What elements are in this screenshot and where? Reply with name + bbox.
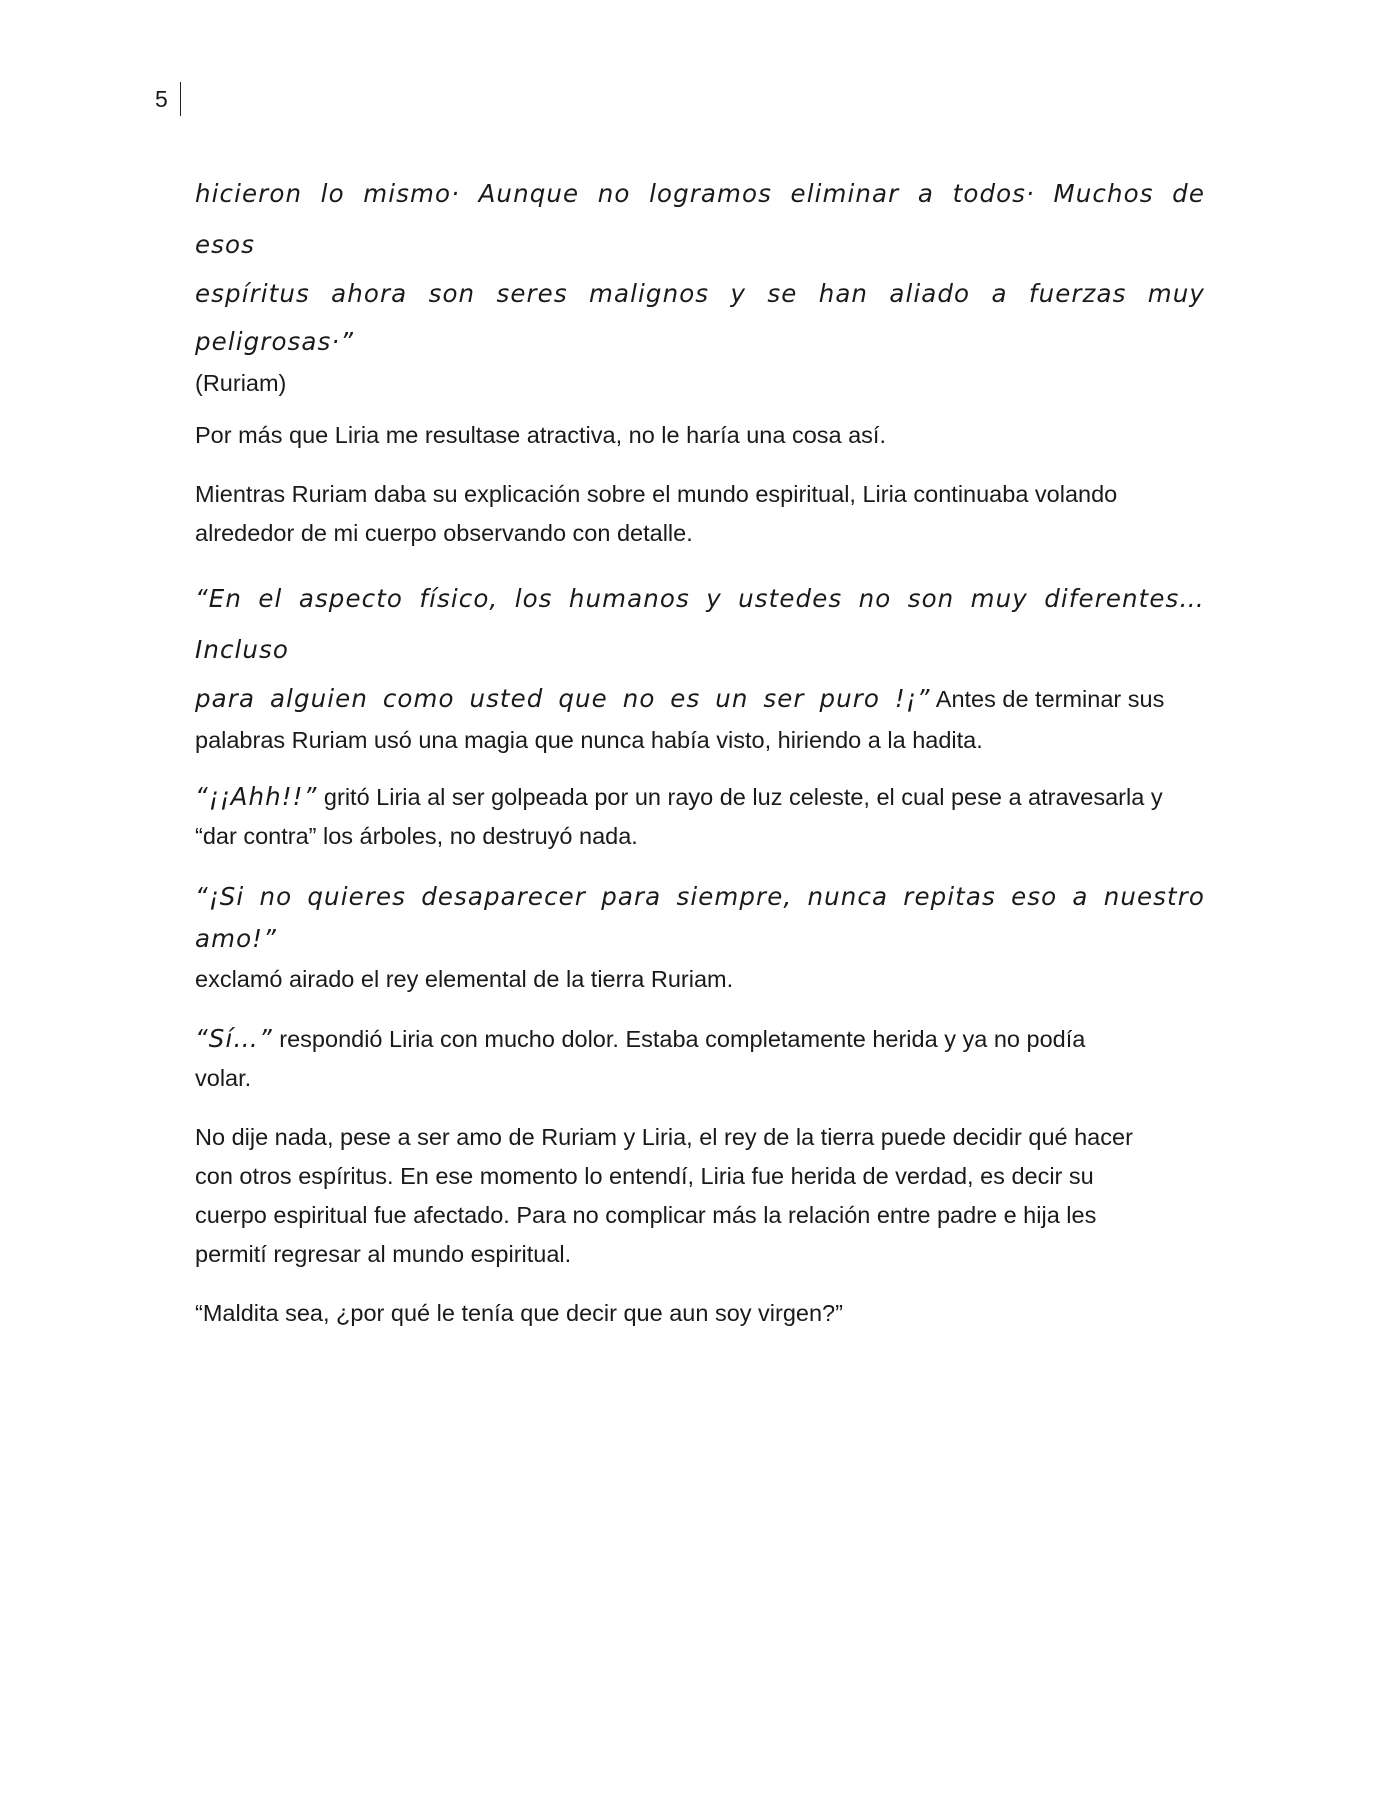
paragraph-ruriam-warning [195, 876, 1205, 999]
dialogue-line: hicieron lo mismo· Aunque no logramos eliminar a todos· Muchos de esos [195, 179, 1205, 259]
paragraph-liria-reply [195, 1019, 1205, 1098]
paragraph-liria-scream [195, 777, 1205, 856]
text-line: alrededor de mi cuerpo observando con detalle. [195, 520, 693, 546]
mixed-line [195, 675, 1205, 723]
document-body [195, 168, 1205, 1333]
speaker-tag: (Ruriam) [195, 370, 287, 396]
text-line: No dije nada, pese a ser amo de Ruriam y Liria, el rey de la tierra puede decidir qué hacer [195, 1124, 1133, 1150]
dialogue-fragment: “Sí…” [195, 1024, 273, 1053]
page-number: 5 [155, 82, 181, 116]
text-line: Mientras Ruriam daba su explicación sobre el mundo espiritual, Liria continuaba volando [195, 481, 1118, 507]
paragraph-narration: Por más que Liria me resultase atractiva, no le haría una cosa así. [195, 422, 886, 448]
text-line: volar. [195, 1065, 252, 1091]
dialogue-line: “¡Si no quieres desaparecer para siempre, nunca repitas eso a nuestro amo!” [195, 882, 1205, 953]
text-line: palabras Ruriam usó una magia que nunca había visto, hiriendo a la hadita. [195, 727, 983, 753]
mixed-line [195, 777, 1205, 817]
paragraph-narration [195, 475, 1205, 553]
paragraph-narration [195, 1118, 1205, 1274]
dialogue-fragment: “¡¡Ahh!!” [195, 782, 318, 811]
paragraph-ruriam-dialogue-end [195, 168, 1205, 400]
narration-fragment: gritó Liria al ser golpeada por un rayo de luz celeste, el cual pese a atravesarla y [317, 784, 1163, 810]
dialogue-line: espíritus ahora son seres malignos y se han aliado a fuerzas muy peligrosas·” [195, 279, 1205, 356]
narration-fragment: Antes de terminar sus [930, 686, 1165, 712]
text-line: cuerpo espiritual fue afectado. Para no complicar más la relación entre padre e hija les [195, 1202, 1097, 1228]
text-line: permití regresar al mundo espiritual. [195, 1241, 572, 1267]
narration-fragment: respondió Liria con mucho dolor. Estaba completamente herida y ya no podía [272, 1026, 1086, 1052]
text-line: con otros espíritus. En ese momento lo entendí, Liria fue herida de verdad, es decir su [195, 1163, 1094, 1189]
mixed-line [195, 1019, 1205, 1059]
paragraph-closing-thought: “Maldita sea, ¿por qué le tenía que decir que aun soy virgen?” [195, 1300, 843, 1326]
dialogue-fragment: para alguien como usted que no es un ser puro !¡” [195, 684, 931, 713]
text-line: “dar contra” los árboles, no destruyó nada. [195, 823, 638, 849]
paragraph-ruriam-attack [195, 573, 1205, 757]
text-line: exclamó airado el rey elemental de la tierra Ruriam. [195, 966, 734, 992]
dialogue-line: “En el aspecto físico, los humanos y ustedes no son muy diferentes… Incluso [195, 584, 1205, 664]
